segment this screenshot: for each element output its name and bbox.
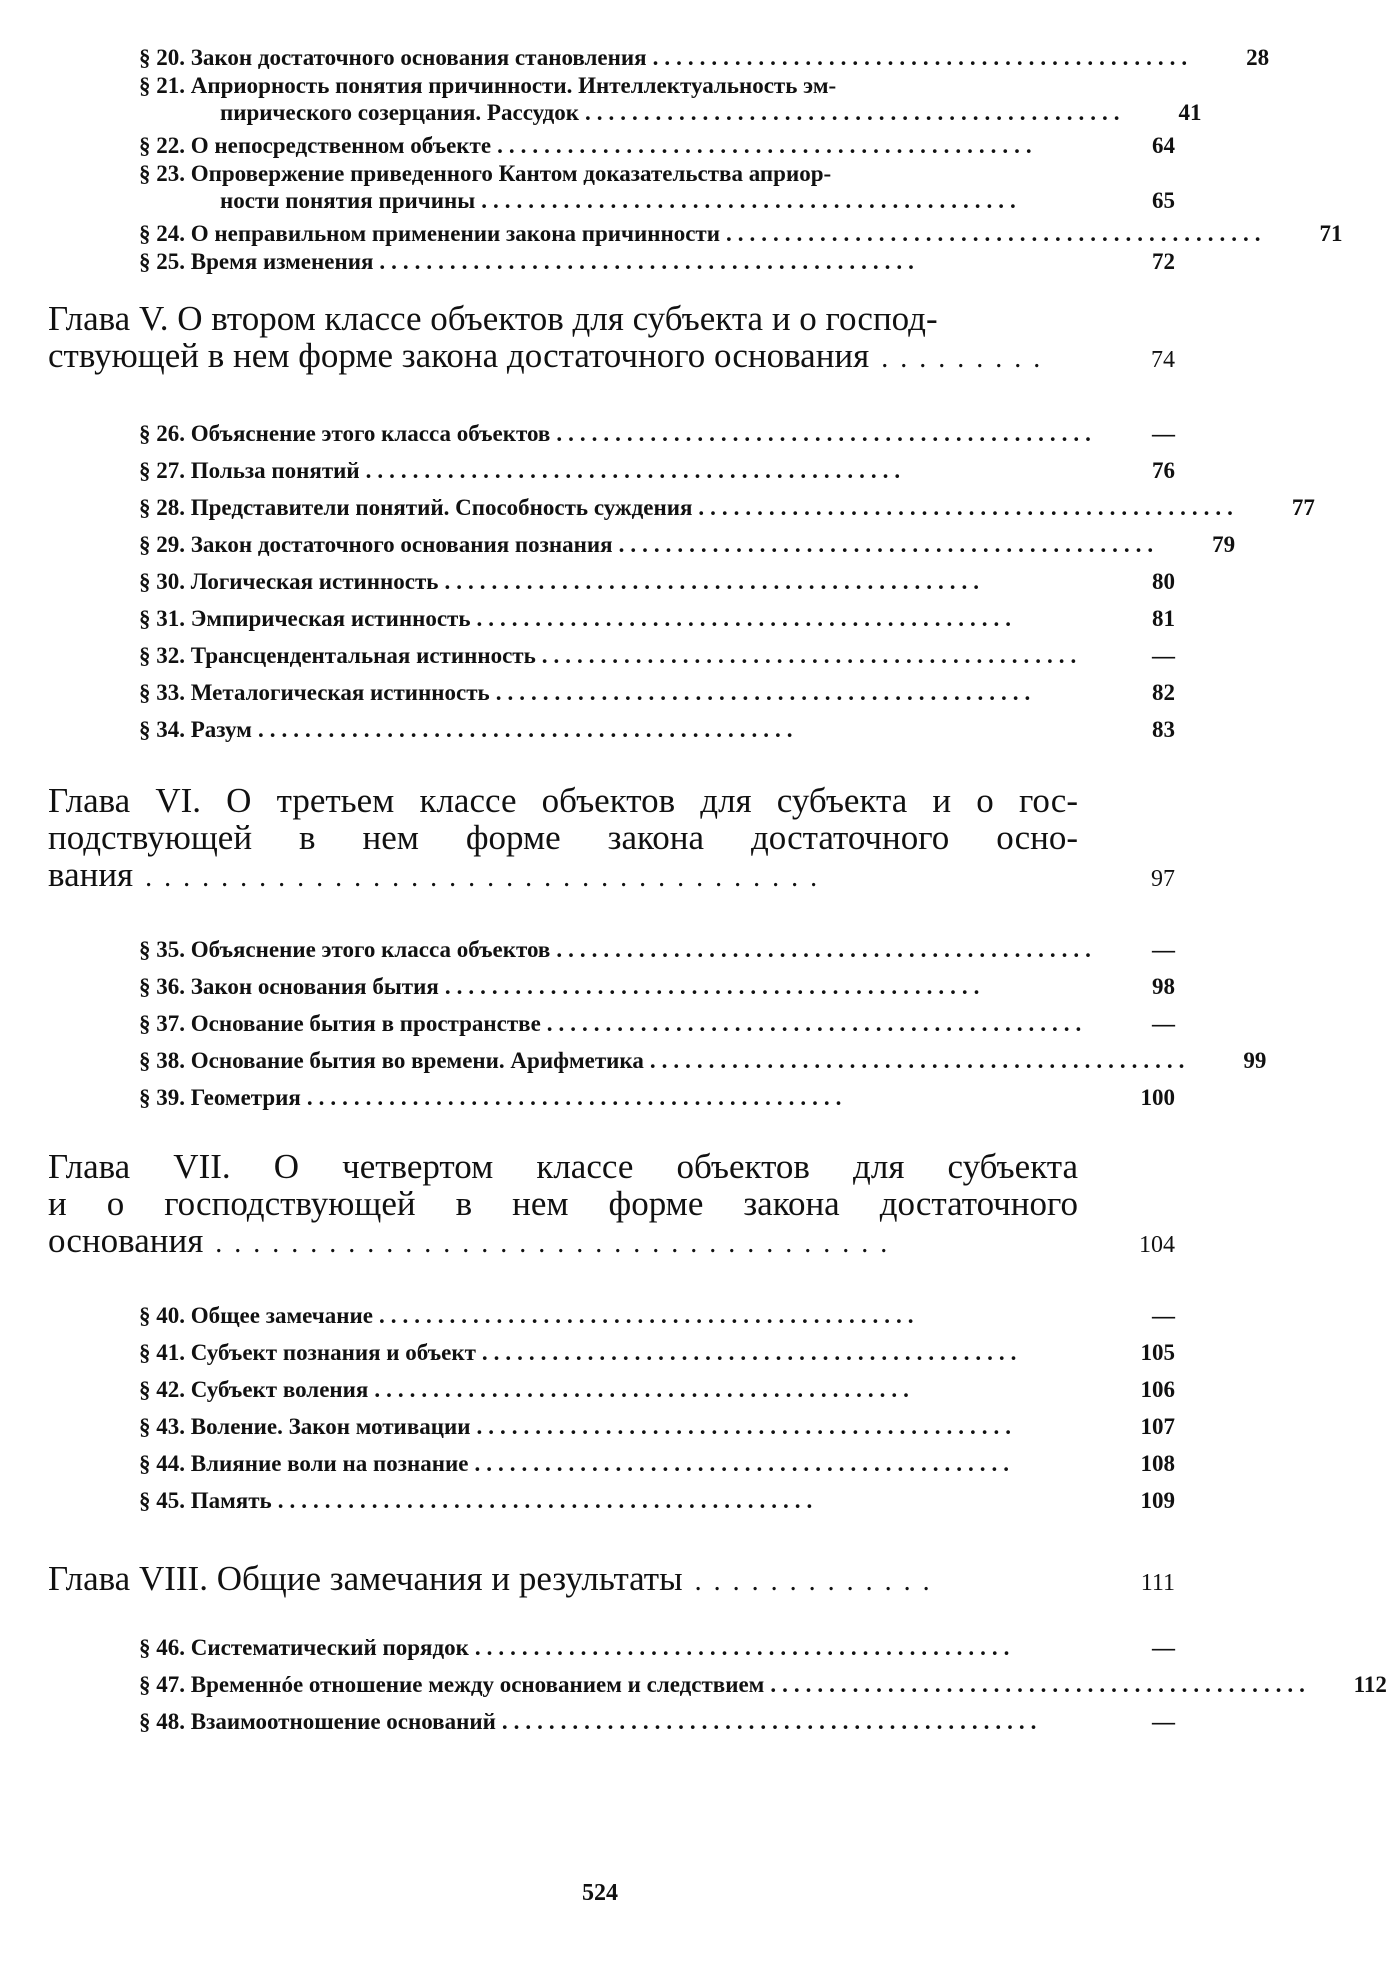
toc-entry-s45 (139, 1487, 1175, 1514)
entry-page: 28 (1246, 45, 1270, 70)
entry-title: § 26. Объяснение этого класса объектов (139, 421, 551, 446)
leader-dots: .............................................. (725, 221, 1267, 246)
toc-entry-s33 (139, 679, 1175, 706)
entry-title: § 22. О непосредственном объекте (139, 133, 492, 158)
chapter-page: 111 (1140, 1570, 1175, 1596)
toc-entry-s23 (139, 160, 1175, 214)
toc-entry-s39 (139, 1084, 1175, 1111)
entry-title: § 25. Время изменения (139, 249, 374, 274)
leader-dots: .............................................. (497, 133, 1038, 158)
leader-dots: .............................................. (501, 1709, 1043, 1734)
chapter-title-line2: и о господствующей в нем форме закона достаточного (48, 1184, 1078, 1223)
entry-page: — (1152, 1303, 1175, 1328)
leader-dots: .............................................. (444, 569, 985, 594)
leader-dots: ............. (694, 1566, 942, 1597)
chapter-heading-viii (48, 1560, 1175, 1602)
entry-title-line2: пирического созерцания. Рассудок (220, 100, 580, 125)
entry-page: — (1152, 421, 1175, 446)
chapter-title-line3: основания (48, 1221, 204, 1260)
entry-page: 105 (1140, 1340, 1175, 1365)
chapter-title-line1: Глава VIII. Общие замечания и результаты (48, 1559, 683, 1598)
entry-page: 112 (1353, 1672, 1387, 1697)
entry-page: 79 (1212, 532, 1236, 557)
leader-dots: .............................................. (649, 1048, 1191, 1073)
chapter-heading-vii (48, 1148, 1175, 1264)
entry-title: § 36. Закон основания бытия (139, 974, 439, 999)
toc-entry-s37 (139, 1010, 1175, 1037)
entry-page: 71 (1319, 221, 1343, 246)
toc-entry-s31 (139, 605, 1175, 632)
entry-title: § 46. Систематический порядок (139, 1635, 469, 1660)
leader-dots: .............................................. (585, 100, 1126, 125)
leader-dots: .............................................. (379, 249, 920, 274)
entry-title: § 35. Объяснение этого класса объектов (139, 937, 551, 962)
entry-page: 100 (1140, 1085, 1175, 1110)
entry-page: 108 (1140, 1451, 1175, 1476)
entry-page: 80 (1152, 569, 1175, 594)
toc-entry-s36 (139, 973, 1175, 1000)
toc-entry-s30 (139, 568, 1175, 595)
entry-page: 106 (1140, 1377, 1175, 1402)
leader-dots: .............................................. (257, 717, 799, 742)
toc-entry-s21 (139, 72, 1202, 126)
entry-page: 83 (1152, 717, 1175, 742)
toc-entry-s22 (139, 132, 1175, 159)
entry-page: 109 (1140, 1488, 1175, 1513)
leader-dots: ......... (881, 343, 1053, 374)
entry-page: 72 (1152, 249, 1175, 274)
leader-dots: .............................................. (481, 188, 1022, 213)
page-number: 524 (582, 1880, 618, 1906)
leader-dots: .............................................. (476, 1414, 1017, 1439)
chapter-title-line1: Глава VII. О четвертом классе объектов для субъекта (48, 1147, 1078, 1186)
leader-dots: .............................................. (618, 532, 1160, 557)
entry-title-line2: ности понятия причины (220, 188, 476, 213)
leader-dots: .............................................. (556, 421, 1097, 446)
entry-page: 41 (1178, 100, 1202, 125)
entry-title: § 24. О неправильном применении закона причинности (139, 221, 720, 246)
toc-entry-s44 (139, 1450, 1175, 1477)
leader-dots: .............................................. (444, 974, 986, 999)
leader-dots: .............................................. (652, 45, 1194, 70)
chapter-title-line1: Глава V. О втором классе объектов для субъекта и о господ- (48, 299, 938, 338)
leader-dots: .............................................. (556, 937, 1097, 962)
entry-title: § 45. Память (139, 1488, 272, 1513)
entry-title: § 31. Эмпирическая истинность (139, 606, 471, 631)
toc-entry-s35 (139, 936, 1175, 963)
toc-entry-s29 (139, 531, 1236, 558)
entry-title: § 42. Субъект воления (139, 1377, 369, 1402)
entry-title: § 32. Трансцендентальная истинность (139, 643, 536, 668)
leader-dots: .............................................. (541, 643, 1083, 668)
leader-dots: .............................................. (306, 1085, 848, 1110)
leader-dots: .............................................. (770, 1672, 1311, 1697)
entry-page: — (1152, 937, 1175, 962)
toc-entry-s47 (139, 1671, 1387, 1698)
entry-title: § 47. Временнóе отношение между основанием и следствием (139, 1672, 765, 1697)
entry-title: § 34. Разум (139, 717, 252, 742)
entry-page: 81 (1152, 606, 1175, 631)
leader-dots: .............................................. (495, 680, 1037, 705)
leader-dots: .................................... (215, 1228, 900, 1259)
toc-entry-s20 (139, 44, 1270, 71)
entry-title: § 20. Закон достаточного основания становления (139, 45, 647, 70)
entry-title-line1: § 21. Априорность понятия причинности. Интеллектуальность эм- (139, 73, 837, 98)
chapter-title-line1: Глава VI. О третьем классе объектов для субъекта и о гос- (48, 781, 1078, 820)
toc-entry-s28 (139, 494, 1315, 521)
leader-dots: .............................................. (546, 1011, 1088, 1036)
toc-entry-s48 (139, 1708, 1175, 1735)
entry-title: § 33. Металогическая истинность (139, 680, 490, 705)
entry-page: — (1152, 1011, 1175, 1036)
entry-title: § 48. Взаимоотношение оснований (139, 1709, 496, 1734)
entry-title: § 41. Субъект познания и объект (139, 1340, 476, 1365)
chapter-title-line2: ствующей в нем форме закона достаточного основания (48, 336, 870, 375)
toc-entry-s24 (139, 220, 1343, 247)
entry-title: § 37. Основание бытия в пространстве (139, 1011, 541, 1036)
entry-page: 76 (1152, 458, 1175, 483)
entry-page: 82 (1152, 680, 1175, 705)
leader-dots: .................................... (145, 862, 830, 893)
chapter-page: 74 (1151, 347, 1175, 373)
entry-title: § 39. Геометрия (139, 1085, 301, 1110)
entry-page: 98 (1152, 974, 1175, 999)
toc-entry-s32 (139, 642, 1175, 669)
chapter-page: 97 (1151, 866, 1175, 892)
entry-title-line1: § 23. Опровержение приведенного Кантом доказательства априор- (139, 161, 832, 186)
leader-dots: .............................................. (374, 1377, 915, 1402)
entry-page: 99 (1243, 1048, 1267, 1073)
entry-page: — (1152, 1709, 1175, 1734)
entry-title: § 29. Закон достаточного основания познания (139, 532, 613, 557)
chapter-title-line3: вания (48, 855, 134, 894)
entry-title: § 40. Общее замечание (139, 1303, 373, 1328)
leader-dots: .............................................. (476, 606, 1018, 631)
entry-page: 65 (1152, 188, 1175, 213)
chapter-title-line2: подствующей в нем форме закона достаточного осно- (48, 818, 1078, 857)
chapter-page: 104 (1139, 1232, 1175, 1258)
toc-entry-s43 (139, 1413, 1175, 1440)
entry-title: § 28. Представители понятий. Способность суждения (139, 495, 693, 520)
entry-title: § 30. Логическая истинность (139, 569, 439, 594)
leader-dots: .............................................. (378, 1303, 920, 1328)
entry-title: § 43. Воление. Закон мотивации (139, 1414, 471, 1439)
leader-dots: .............................................. (365, 458, 907, 483)
leader-dots: .............................................. (474, 1635, 1016, 1660)
chapter-heading-v (48, 300, 1175, 379)
leader-dots: .............................................. (474, 1451, 1015, 1476)
entry-title: § 44. Влияние воли на познание (139, 1451, 469, 1476)
chapter-heading-vi (48, 782, 1175, 898)
toc-entry-s41 (139, 1339, 1175, 1366)
leader-dots: .............................................. (698, 495, 1239, 520)
entry-page: — (1152, 1635, 1175, 1660)
entry-page: 64 (1152, 133, 1175, 158)
toc-entry-s40 (139, 1302, 1175, 1329)
toc-entry-s42 (139, 1376, 1175, 1403)
leader-dots: .............................................. (481, 1340, 1023, 1365)
entry-title: § 38. Основание бытия во времени. Арифметика (139, 1048, 644, 1073)
toc-entry-s34 (139, 716, 1175, 743)
toc-entry-s27 (139, 457, 1175, 484)
toc-entry-s25 (139, 248, 1175, 275)
entry-page: 77 (1291, 495, 1315, 520)
entry-title: § 27. Польза понятий (139, 458, 360, 483)
toc-entry-s26 (139, 420, 1175, 447)
toc-entry-s38 (139, 1047, 1267, 1074)
toc-entry-s46 (139, 1634, 1175, 1661)
entry-page: — (1152, 643, 1175, 668)
leader-dots: .............................................. (277, 1488, 819, 1513)
entry-page: 107 (1140, 1414, 1175, 1439)
